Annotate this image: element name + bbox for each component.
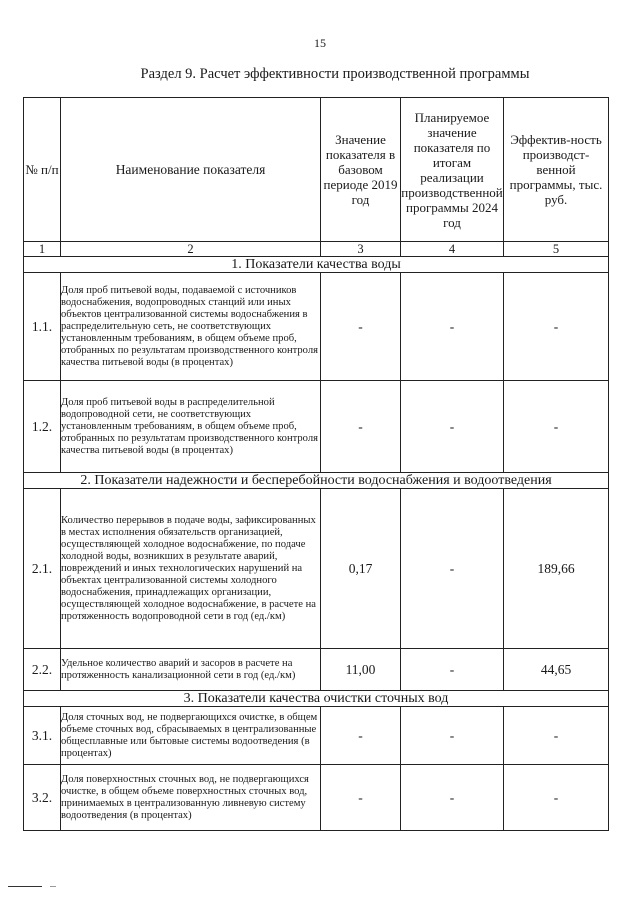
column-number: 1 xyxy=(24,242,61,257)
planned-value: - xyxy=(401,707,504,765)
base-value: - xyxy=(321,765,401,831)
table-row xyxy=(24,765,609,831)
base-value: 11,00 xyxy=(321,649,401,691)
planned-value: - xyxy=(401,765,504,831)
base-value: - xyxy=(321,381,401,473)
row-number: 3.1. xyxy=(24,707,61,765)
indicator-name: Количество перерывов в подаче воды, зафиксированных в местах исполнения обязательств организацией, осуществляющей холодное водоснабжение, по подаче холодной воды, возникших в результате аварий, повреждений и иных технологических нарушений на объектах централизованной системы холодного водоснабжения, принадлежащих организации, осуществляющей холодное водоснабжение, в расчете на протяженность водопроводной сети в год (ед./км) xyxy=(61,489,321,649)
efficiency-value: 189,66 xyxy=(504,489,609,649)
group-header xyxy=(24,473,609,489)
page-number: 15 xyxy=(314,36,326,50)
efficiency-value: - xyxy=(504,707,609,765)
base-value: - xyxy=(321,707,401,765)
column-numbers-row xyxy=(24,242,609,257)
base-value: 0,17 xyxy=(321,489,401,649)
header-row xyxy=(24,98,609,242)
table-row xyxy=(24,489,609,649)
base-value: - xyxy=(321,273,401,381)
column-number: 3 xyxy=(321,242,401,257)
efficiency-value: - xyxy=(504,273,609,381)
indicator-name: Доля сточных вод, не подвергающихся очистке, в общем объеме сточных вод, сбрасываемых в централизованные общесплавные или бытовые системы водоотведения (в процентах) xyxy=(61,707,321,765)
indicator-name: Доля проб питьевой воды в распределительной водопроводной сети, не соответствующих установленным требованиям, в общем объеме проб, отобранных по результатам производственного контроля качества питьевой воды (в процентах) xyxy=(61,381,321,473)
table-row xyxy=(24,381,609,473)
header-planned-value: Планируемое значение показателя по итогам реализации производственной программы 2024 год xyxy=(401,98,504,242)
group-title: 2. Показатели надежности и бесперебойности водоснабжения и водоотведения xyxy=(24,473,609,489)
row-number: 3.2. xyxy=(24,765,61,831)
efficiency-value: 44,65 xyxy=(504,649,609,691)
indicator-name: Удельное количество аварий и засоров в расчете на протяженность канализационной сети в год (ед./км) xyxy=(61,649,321,691)
efficiency-table xyxy=(23,97,609,831)
row-number: 1.1. xyxy=(24,273,61,381)
table-row xyxy=(24,273,609,381)
planned-value: - xyxy=(401,273,504,381)
planned-value: - xyxy=(401,649,504,691)
table-row xyxy=(24,649,609,691)
row-number: 1.2. xyxy=(24,381,61,473)
column-number: 2 xyxy=(61,242,321,257)
planned-value: - xyxy=(401,489,504,649)
footnote-mark xyxy=(50,886,56,887)
section-title: Раздел 9. Расчет эффективности производственной программы xyxy=(140,66,530,82)
header-base-value: Значение показателя в базовом периоде 2019 год xyxy=(321,98,401,242)
column-number: 5 xyxy=(504,242,609,257)
footnote-divider xyxy=(8,886,42,887)
group-header xyxy=(24,691,609,707)
group-header xyxy=(24,257,609,273)
header-indicator-name: Наименование показателя xyxy=(61,98,321,242)
planned-value: - xyxy=(401,381,504,473)
group-title: 3. Показатели качества очистки сточных вод xyxy=(24,691,609,707)
row-number: 2.1. xyxy=(24,489,61,649)
row-number: 2.2. xyxy=(24,649,61,691)
efficiency-value: - xyxy=(504,381,609,473)
header-efficiency: Эффектив-ность производст-венной программы, тыс. руб. xyxy=(504,98,609,242)
efficiency-value: - xyxy=(504,765,609,831)
indicator-name: Доля проб питьевой воды, подаваемой с источников водоснабжения, водопроводных станций или иных объектов централизованной системы водоснабжения в распределительную сеть, не соответствующих установленным требованиям, в общем объеме проб, отобранных по результатам производственного контроля качества питьевой воды (в процентах) xyxy=(61,273,321,381)
indicator-name: Доля поверхностных сточных вод, не подвергающихся очистке, в общем объеме поверхностных сточных вод, принимаемых в централизованную ливневую систему водоотведения (в процентах) xyxy=(61,765,321,831)
group-title: 1. Показатели качества воды xyxy=(24,257,609,273)
table-row xyxy=(24,707,609,765)
column-number: 4 xyxy=(401,242,504,257)
header-number: № п/п xyxy=(24,98,61,242)
